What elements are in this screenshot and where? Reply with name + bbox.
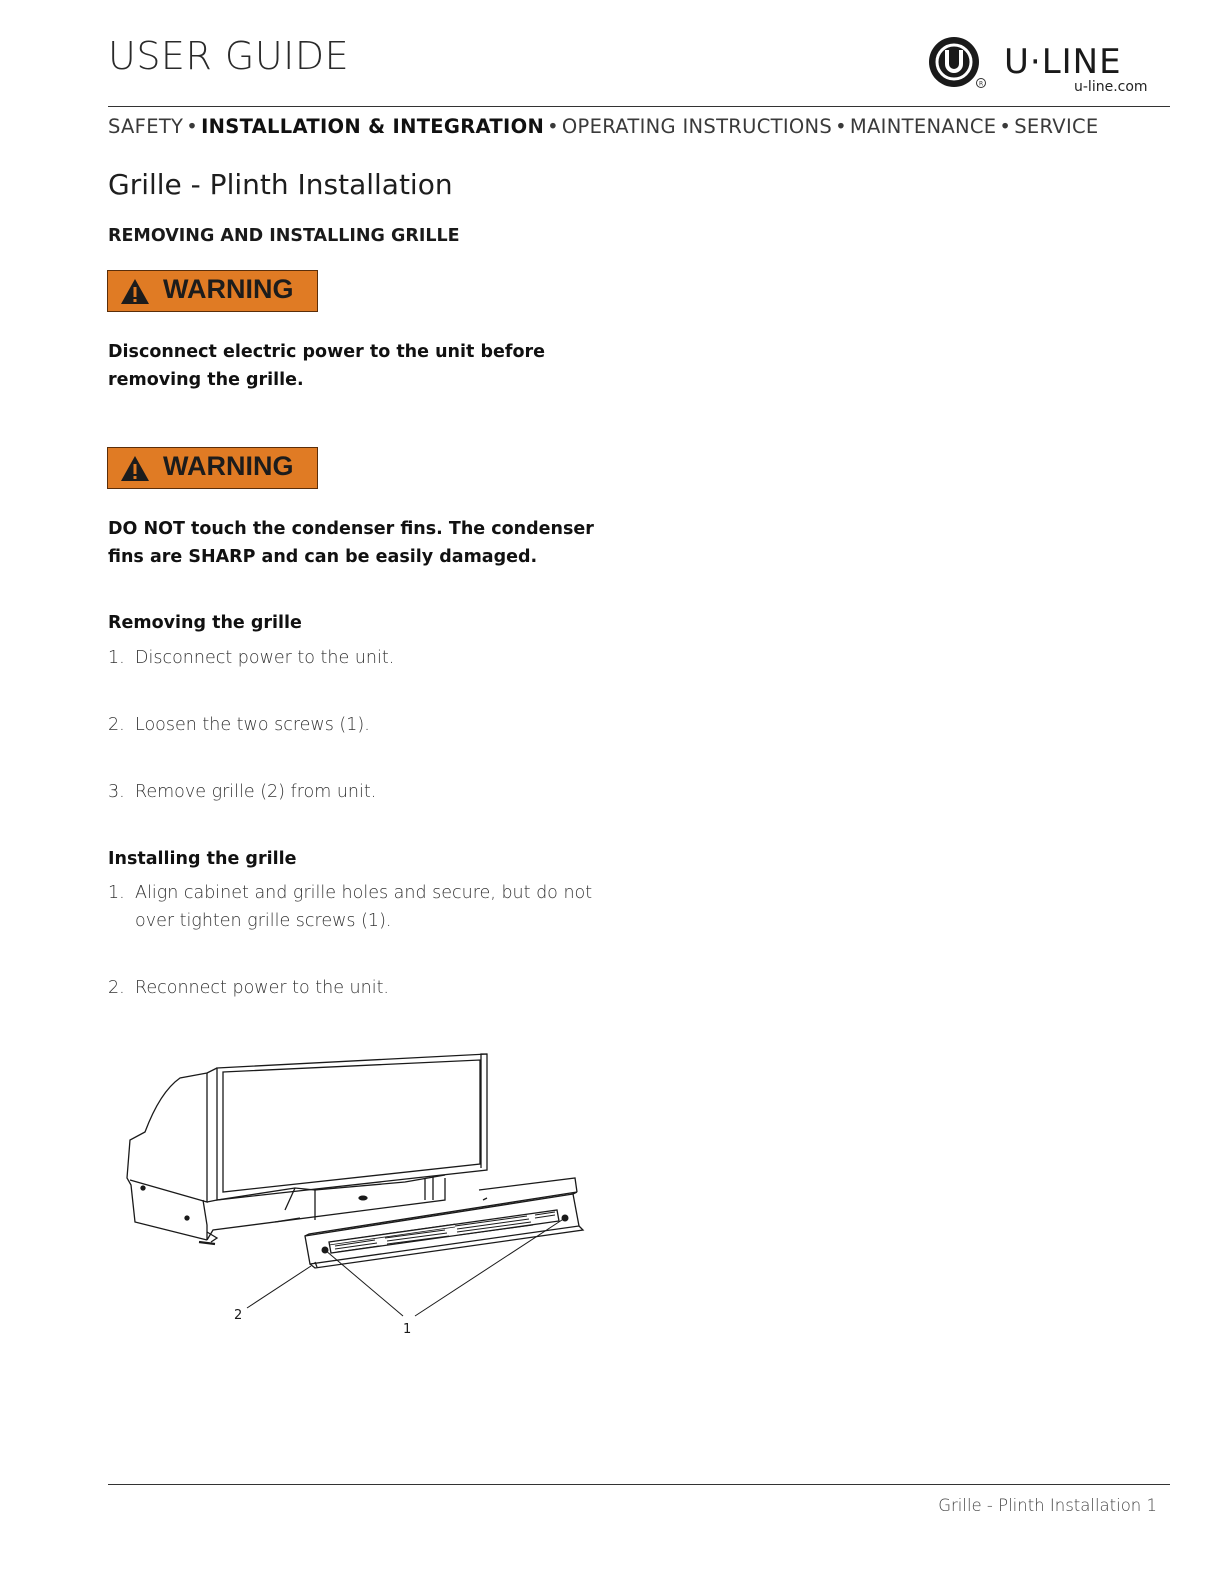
warning-triangle-icon — [120, 277, 150, 305]
nav-item-safety[interactable]: SAFETY — [108, 115, 184, 138]
warning-text: DO NOT touch the condenser fins. The condenser fins are SHARP and can be easily damaged. — [108, 519, 594, 567]
warning-triangle-icon — [120, 454, 150, 482]
list-item — [108, 974, 628, 1002]
callout-1: 1 — [403, 1322, 412, 1337]
step-number: 1. — [108, 883, 125, 903]
nav-separator: • — [547, 115, 559, 138]
warning-label: WARNING — [163, 451, 294, 481]
nav-item-service[interactable]: SERVICE — [1014, 115, 1099, 138]
step-text: Loosen the two screws (1). — [135, 715, 370, 735]
warning-label: WARNING — [163, 274, 294, 304]
warning-badge — [107, 447, 318, 489]
step-text: Reconnect power to the unit. — [135, 978, 389, 998]
section-nav — [108, 115, 1170, 138]
doc-title: USER GUIDE — [108, 34, 350, 78]
step-text: Align cabinet and grille holes and secure, but do not over tighten grille screws (1). — [135, 883, 593, 931]
svg-text:R: R — [979, 80, 984, 88]
nav-item-operating[interactable]: OPERATING INSTRUCTIONS — [561, 115, 833, 138]
installing-title: Installing the grille — [108, 849, 297, 869]
step-number: 2. — [108, 978, 125, 998]
brand-url: u-line.com — [1074, 79, 1148, 95]
nav-separator: • — [186, 115, 199, 138]
step-text: Disconnect power to the unit. — [135, 648, 395, 668]
header-rule — [108, 106, 1170, 107]
list-item — [108, 644, 628, 672]
list-item — [108, 879, 628, 935]
list-item — [108, 778, 628, 806]
step-number: 1. — [108, 648, 125, 668]
brand-wordmark: U·LINE — [1004, 42, 1122, 82]
callout-2: 2 — [234, 1308, 243, 1323]
grille-installation-illustration — [115, 1040, 590, 1340]
nav-separator: • — [999, 115, 1012, 138]
subsection-title: REMOVING AND INSTALLING GRILLE — [108, 226, 460, 246]
footer-rule — [108, 1484, 1170, 1485]
section-title: Grille - Plinth Installation — [108, 168, 453, 201]
nav-item-maintenance[interactable]: MAINTENANCE — [849, 115, 997, 138]
warning-badge — [107, 270, 318, 312]
nav-separator: • — [835, 115, 847, 138]
step-text: Remove grille (2) from unit. — [135, 782, 377, 802]
step-number: 2. — [108, 715, 125, 735]
step-number: 3. — [108, 782, 125, 802]
page-footer: Grille - Plinth Installation 1 — [938, 1496, 1157, 1515]
warning-text: Disconnect electric power to the unit before removing the grille. — [108, 342, 546, 390]
nav-item-installation[interactable]: INSTALLATION & INTEGRATION — [201, 115, 545, 138]
removing-title: Removing the grille — [108, 613, 302, 633]
list-item — [108, 711, 628, 739]
